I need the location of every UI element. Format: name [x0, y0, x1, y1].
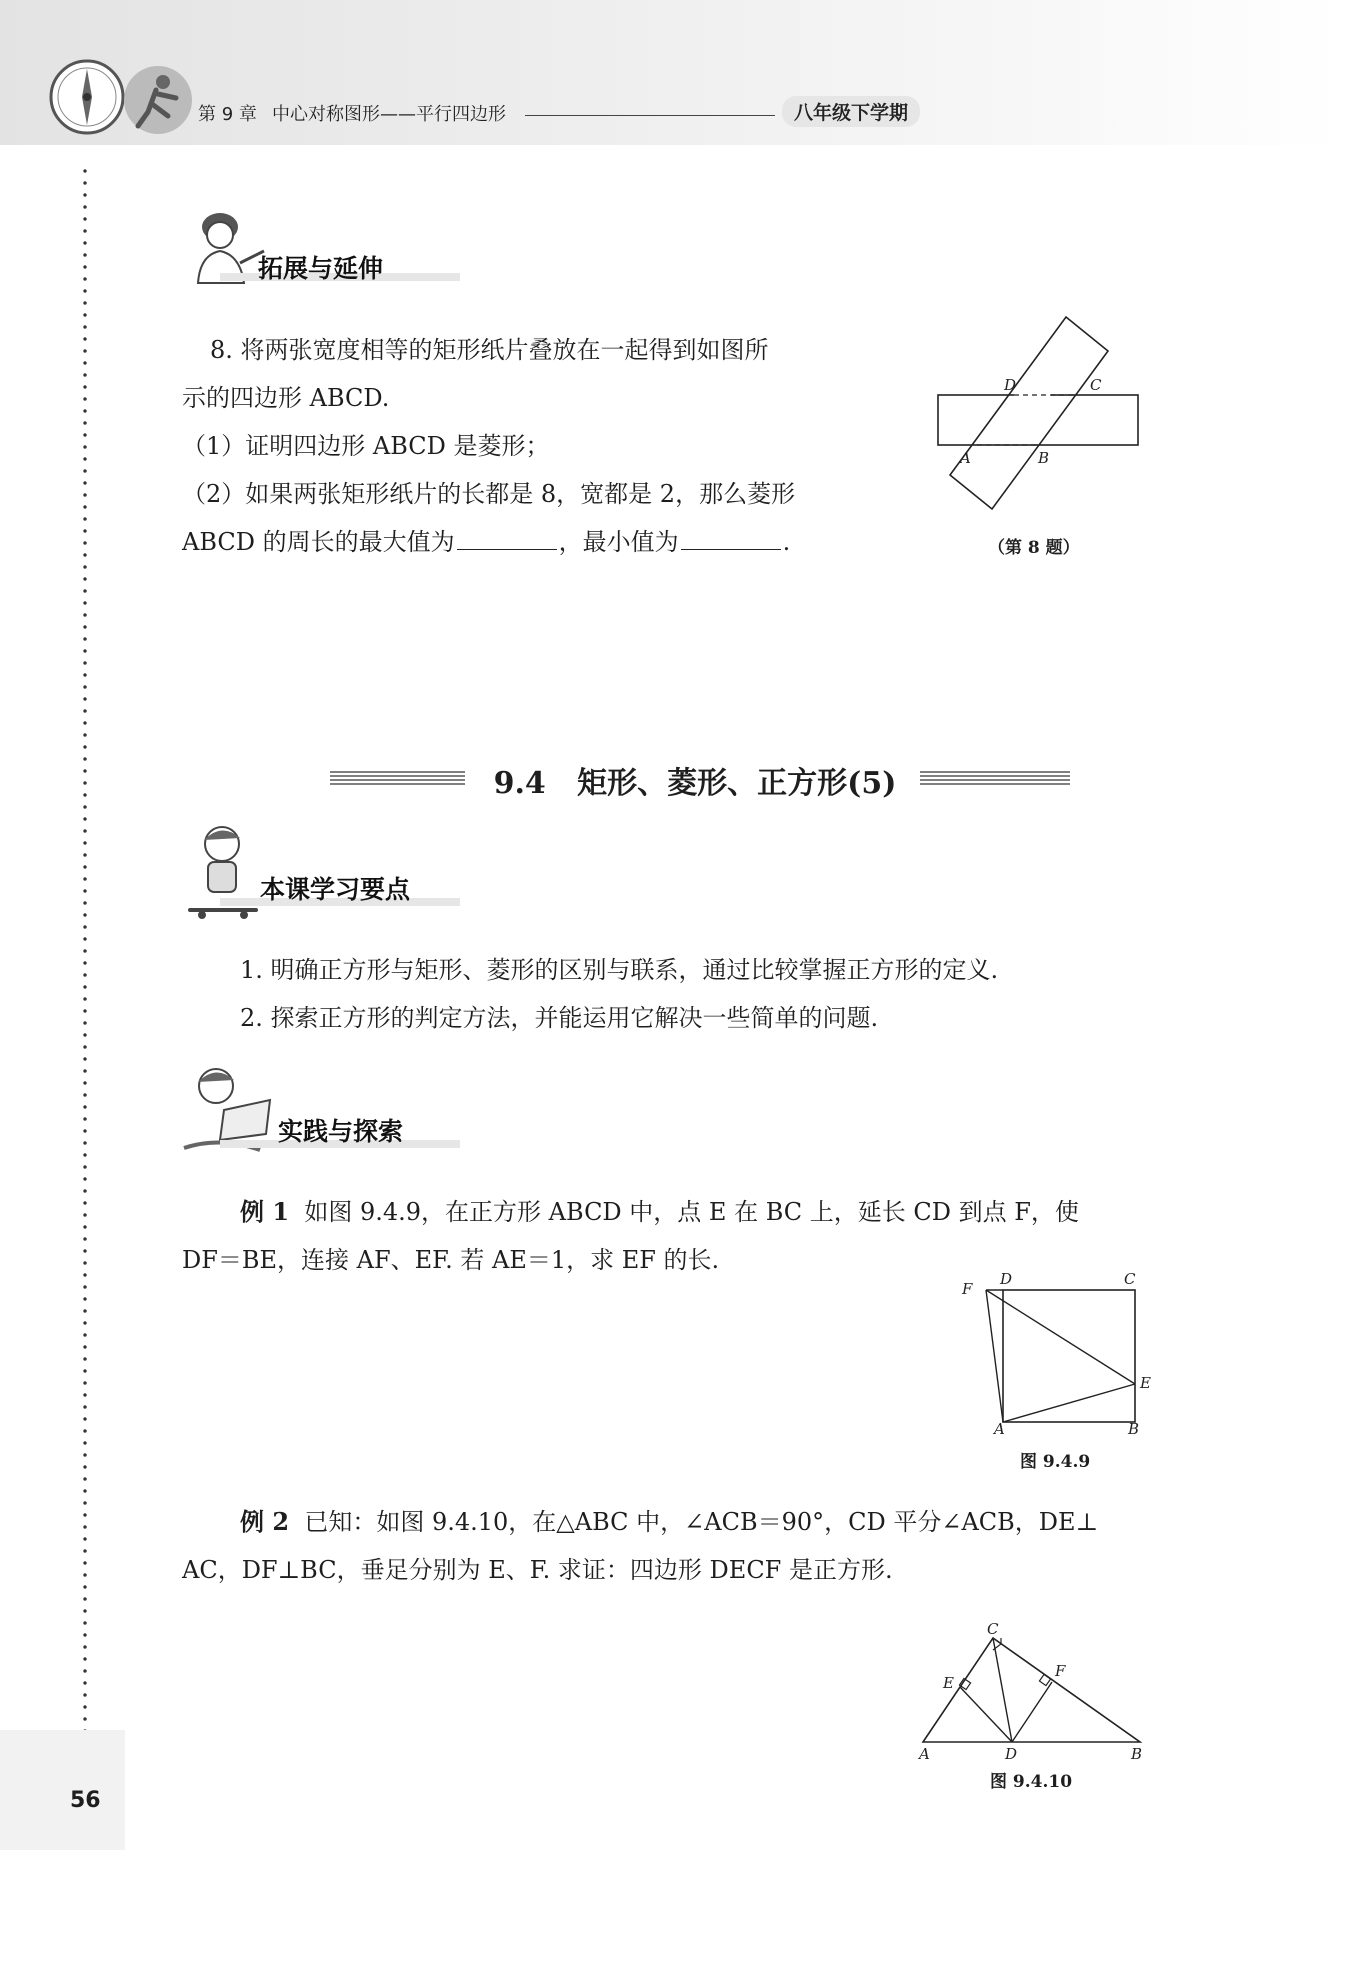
q8-label-c: C: [1090, 376, 1102, 394]
section-extension-header: [180, 205, 460, 295]
q8-line2: 示的四边形 ABCD.: [182, 384, 390, 412]
fig9410-label-d: D: [1005, 1745, 1018, 1760]
keypoint-1: 1. 明确正方形与矩形、菱形的区别与联系，通过比较掌握正方形的定义.: [240, 956, 999, 984]
margin-dotted-line: [82, 165, 88, 1740]
section-keypoints-title: 本课学习要点: [260, 875, 411, 904]
figure-q8: [930, 315, 1150, 525]
lesson-title: [330, 758, 1070, 801]
q8-part3: [182, 527, 790, 557]
header-grade-badge: 八年级下学期: [782, 96, 920, 127]
section-practice-header: [180, 1060, 460, 1160]
header-divider: [525, 115, 775, 116]
page-number: 56: [70, 1788, 101, 1813]
fig949-label-e: E: [1140, 1374, 1151, 1392]
example2-line1: [240, 1507, 1098, 1537]
example2-line2: AC，DF⊥BC，垂足分别为 E、F. 求证：四边形 DECF 是正方形.: [182, 1556, 893, 1584]
fig9410-label-e: E: [943, 1674, 954, 1692]
section-keypoints-header: [180, 820, 460, 920]
q8-part3-prefix: ABCD 的周长的最大值为: [182, 528, 455, 556]
fig949-label-b: B: [1128, 1420, 1140, 1435]
figure-9-4-10: [905, 1620, 1155, 1760]
q8-label-b: B: [1038, 449, 1050, 467]
max-perimeter-blank[interactable]: [457, 527, 557, 550]
example1-text-line1: 如图 9.4.9，在正方形 ABCD 中，点 E 在 BC 上，延长 CD 到点 F，使: [304, 1198, 1079, 1226]
runner-icon: [118, 60, 198, 140]
q8-label-d: D: [1004, 376, 1017, 394]
figure-9-4-9-caption: 图 9.4.9: [1020, 1452, 1091, 1472]
section-practice-title: 实践与探索: [278, 1117, 404, 1146]
header-title: 中心对称图形——平行四边形: [272, 104, 506, 125]
lesson-title-bar-right: [920, 771, 1070, 785]
q8-part3-mid: ，最小值为: [558, 528, 679, 556]
fig9410-label-c: C: [987, 1620, 999, 1638]
corner-shade: [0, 1730, 125, 1850]
lesson-title-bar-left: [330, 771, 465, 785]
header-chapter: 第 9 章: [198, 104, 257, 125]
lesson-number: 9.4: [493, 766, 546, 801]
q8-caption: （第 8 题）: [988, 538, 1080, 558]
fig9410-label-a: A: [919, 1745, 930, 1760]
q8-label-a: A: [960, 449, 971, 467]
page-header: [0, 0, 1350, 145]
q8-part2: （2）如果两张矩形纸片的长都是 8，宽都是 2，那么菱形: [182, 480, 796, 508]
figure-9-4-10-caption: 图 9.4.10: [990, 1772, 1073, 1792]
example1-line2: DF＝BE，连接 AF、EF. 若 AE＝1，求 EF 的长.: [182, 1246, 720, 1274]
fig949-label-a: A: [994, 1420, 1005, 1435]
keypoint-2: 2. 探索正方形的判定方法，并能运用它解决一些简单的问题.: [240, 1004, 879, 1032]
lesson-name: 矩形、菱形、正方形(5): [577, 766, 897, 801]
example2-text-line1: 已知：如图 9.4.10，在△ABC 中，∠ACB＝90°，CD 平分∠ACB，DE⊥: [304, 1508, 1099, 1536]
section-extension-title: 拓展与延伸: [258, 254, 384, 283]
min-perimeter-blank[interactable]: [681, 527, 781, 550]
fig9410-label-b: B: [1131, 1745, 1143, 1760]
q8-line1: 8. 将两张宽度相等的矩形纸片叠放在一起得到如图所: [210, 336, 769, 364]
fig9410-label-f: F: [1055, 1662, 1066, 1680]
example2-label: 例 2: [240, 1507, 290, 1536]
fig949-label-c: C: [1124, 1270, 1136, 1288]
q8-part3-suffix: .: [782, 528, 791, 556]
fig949-label-d: D: [1000, 1270, 1013, 1288]
figure-9-4-9: [958, 1270, 1158, 1435]
example1-label: 例 1: [240, 1197, 290, 1226]
q8-part1: （1）证明四边形 ABCD 是菱形；: [182, 432, 550, 460]
fig949-label-f: F: [962, 1280, 973, 1298]
example1-line1: [240, 1197, 1079, 1227]
